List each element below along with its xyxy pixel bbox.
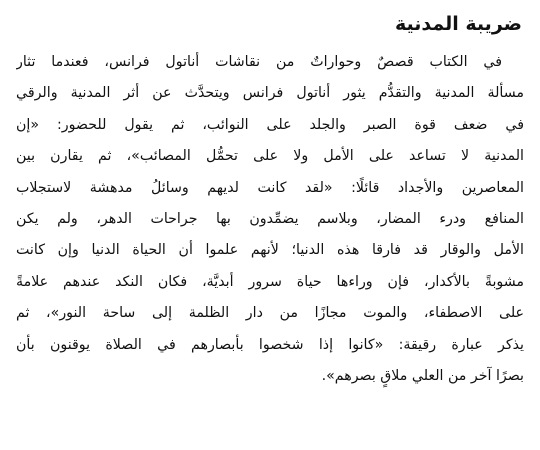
text-line: بصرًا آخر من العلي ملاقٍ بصرهم». (321, 367, 524, 384)
body-text (16, 47, 524, 392)
text-line: الأمل والوقار قد فارقا هذه الدنيا؛ لأنهم علموا أن الحياة الدنيا وإن كانت (16, 242, 524, 259)
text-line: المنافع ودرء المضار، وبلاسم يضمِّدون بها جراحات الدهر، ولم يكن (16, 210, 524, 227)
text-line: على الاصطفاء، والموت مجازًا من دار الظلمة إلى ساحة النور»، ثم (16, 305, 524, 322)
text-line: يذكر عبارة رقيقة: «كانوا إذا شخصوا بأبصارهم في الصلاة يوقنون بأن (16, 336, 524, 353)
text-line: المعاصرين والأجداد قائلًا: «لقد كانت لديهم وسائلُ مدهشة لاستجلاب (16, 179, 524, 196)
text-line: في ضعف قوة الصبر والجلد على النوائب، ثم يقول للحضور: «إن (16, 116, 524, 133)
text-line: مشوبةً بالأكدار، فإن وراءها حياة سرور أبديَّة، فكان النكد عندهم علامةً (16, 273, 524, 290)
text-line: المدنية لا تساعد على الأمل ولا على تحمُّل المصائب»، ثم يقارن بين (16, 148, 524, 165)
section-title: ضريبة المدنية (395, 13, 522, 35)
text-line: مسألة المدنية والتقدُّم يثور أناتول فرانس ويتحدَّث عن أثر المدنية والرقي (16, 85, 524, 102)
text-line: في الكتاب قصصٌ وحواراتٌ من نقاشات أناتول فرانس، فعندما تثار (16, 54, 502, 70)
